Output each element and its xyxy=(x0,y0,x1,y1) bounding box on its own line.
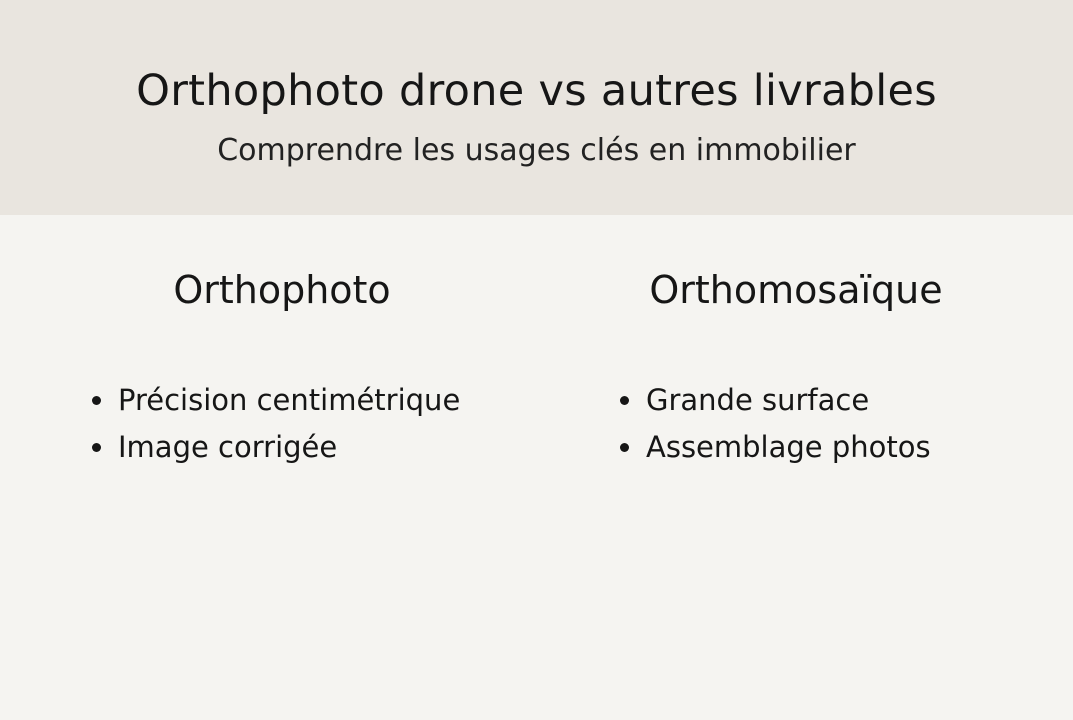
orthomosaique-list xyxy=(618,378,931,472)
column-title-orthomosaique: Orthomosaïque xyxy=(649,268,943,312)
list-item: Grande surface xyxy=(618,378,931,425)
column-title-orthophoto: Orthophoto xyxy=(173,268,391,312)
header-banner xyxy=(0,0,1073,215)
page-subtitle: Comprendre les usages clés en immobilier xyxy=(217,133,856,168)
list-item: Image corrigée xyxy=(90,425,460,472)
list-item: Assemblage photos xyxy=(618,425,931,472)
page-title: Orthophoto drone vs autres livrables xyxy=(136,66,937,116)
orthophoto-list xyxy=(90,378,460,472)
list-item: Précision centimétrique xyxy=(90,378,460,425)
